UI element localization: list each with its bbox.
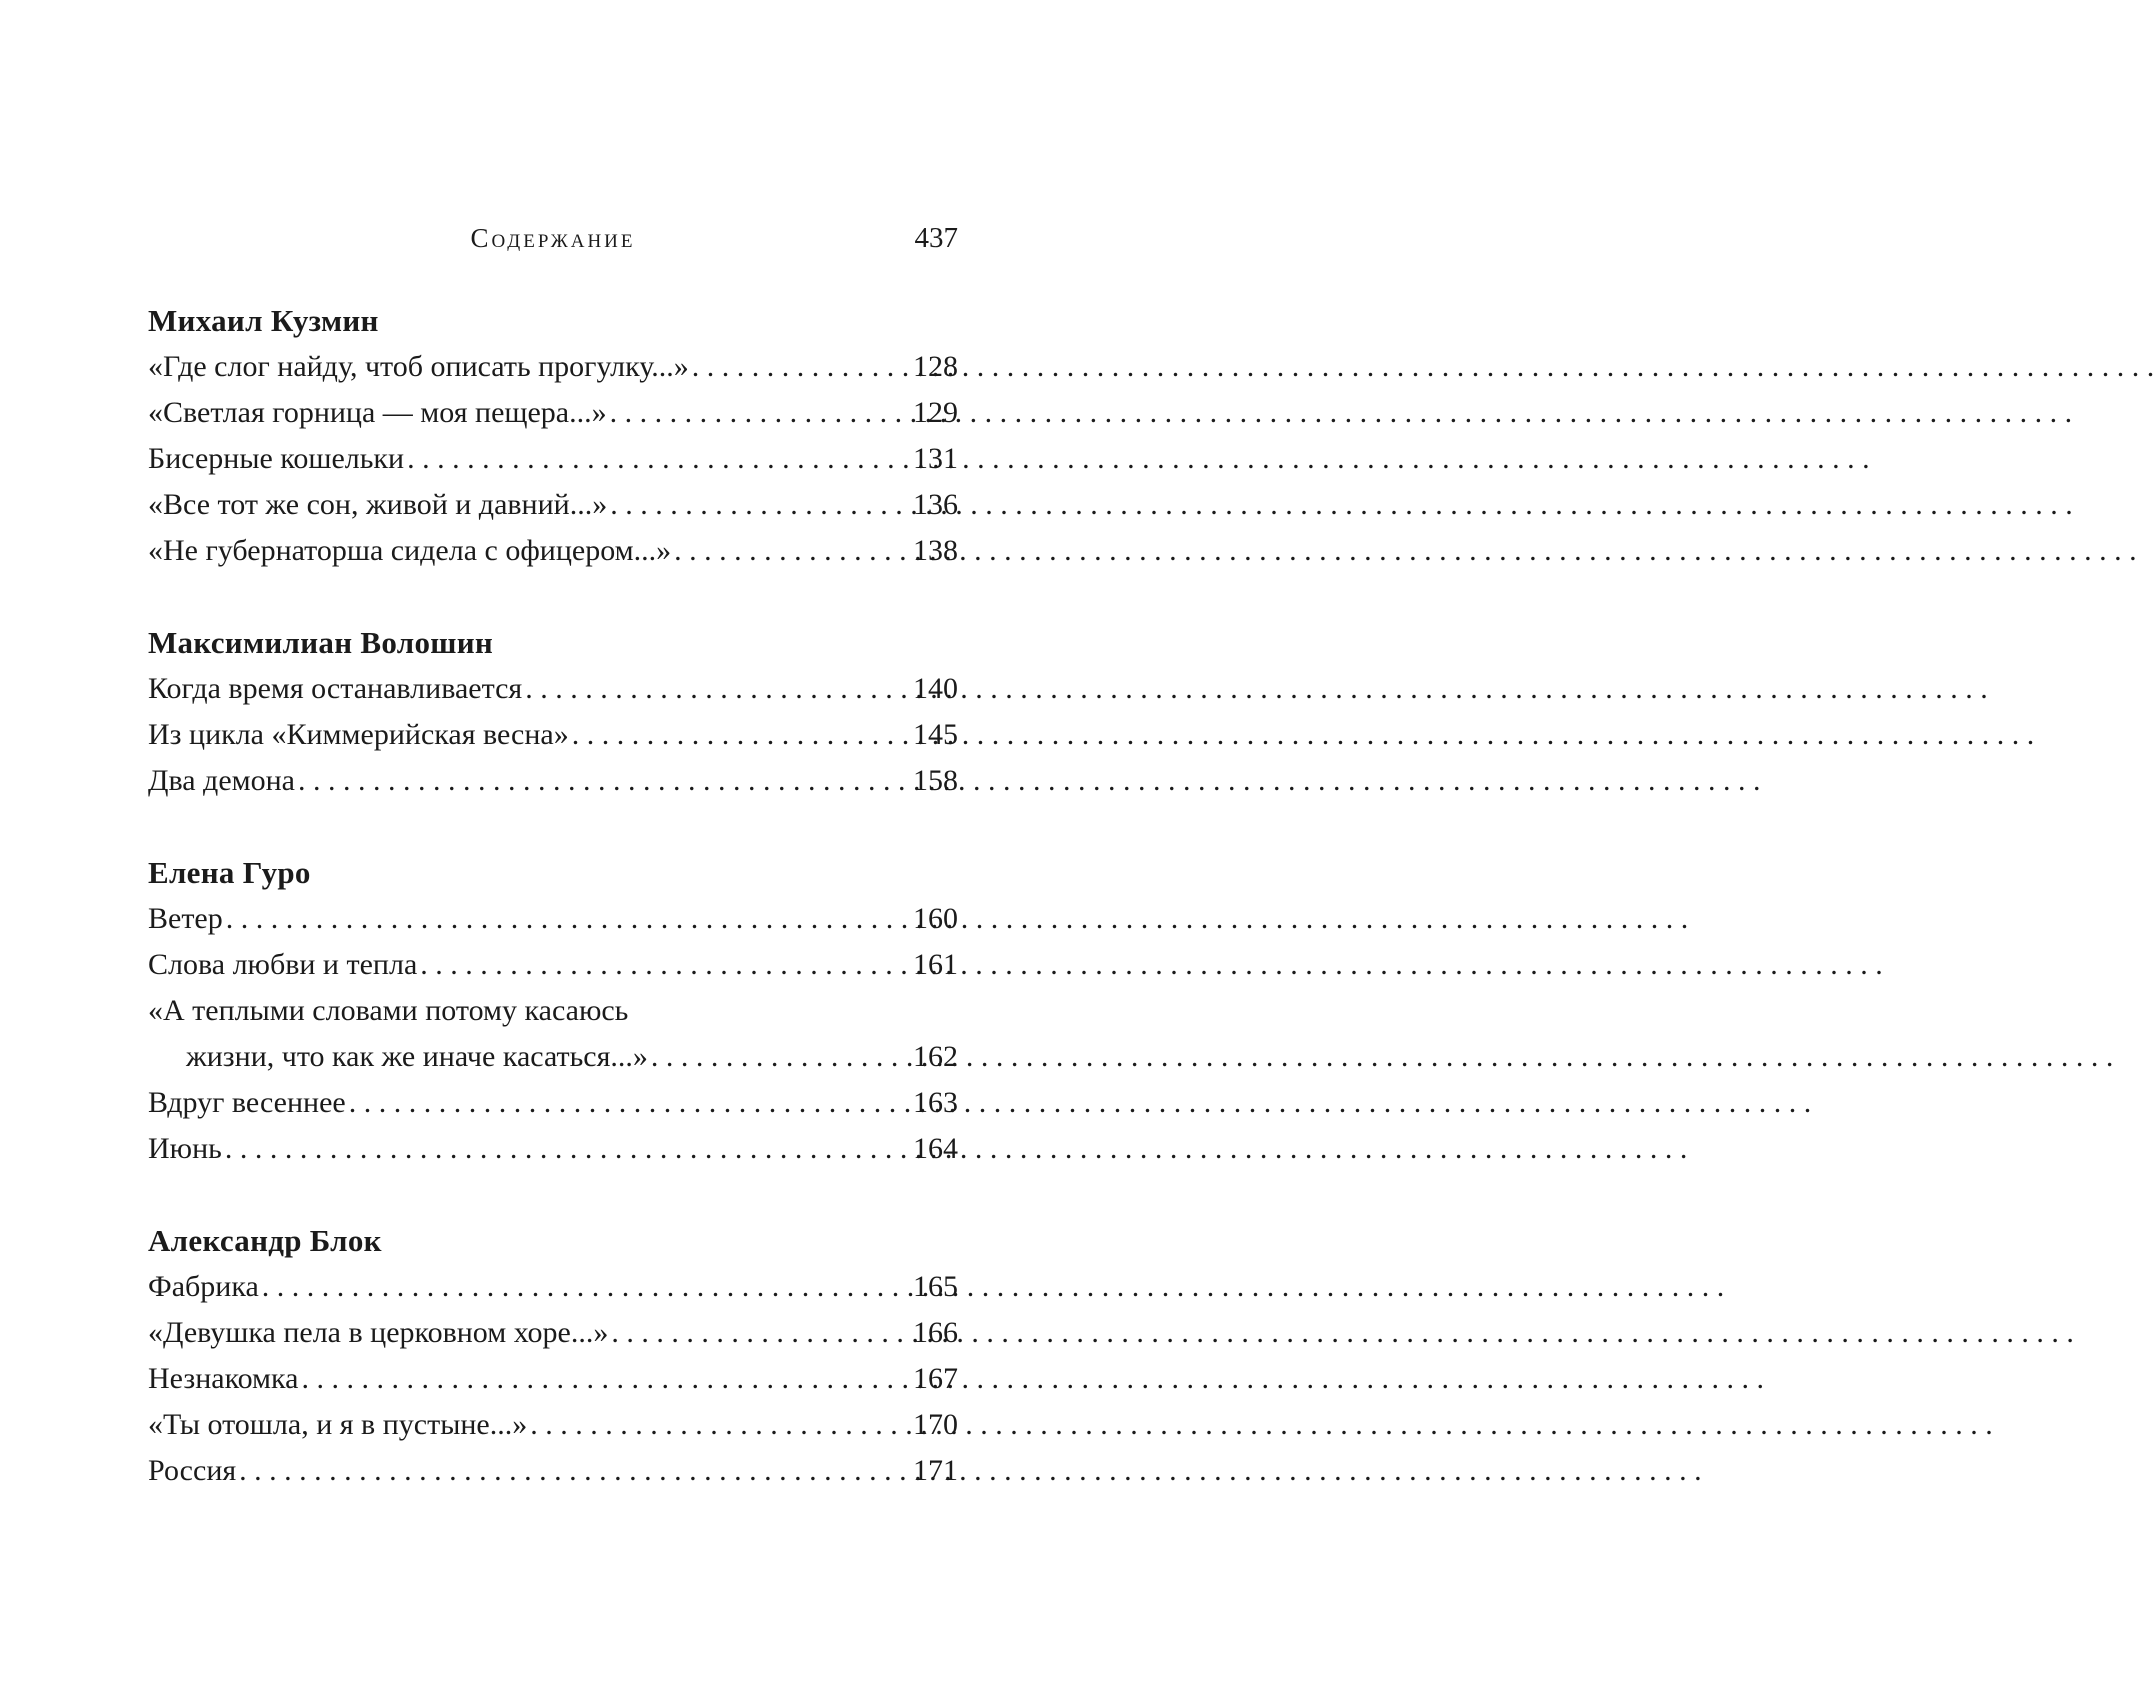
dot-leader [610,390,909,436]
dot-leader [572,712,909,758]
dot-leader [674,528,909,574]
entry-title: «Где слог найду, чтоб описать прогулку...» [148,350,689,383]
entry-page: 145 [913,718,958,751]
entry-title: жизни, что как же иначе касаться...» [186,1040,648,1073]
entry-title: «Светлая горница — моя пещера...» [148,396,607,429]
entry-page: 167 [913,1362,958,1395]
dot-leader [226,896,909,942]
toc-entry[interactable] [148,1126,958,1172]
entry-page: 170 [913,1408,958,1441]
toc-entry[interactable] [148,390,958,436]
entry-page: 171 [913,1454,958,1487]
entry-page: 166 [913,1316,958,1349]
entry-page: 140 [913,672,958,705]
entry-title: Ветер [148,902,223,935]
toc-entry[interactable] [148,528,958,574]
dot-leader [349,1080,909,1126]
entry-page: 164 [913,1132,958,1165]
entry-title: «Все тот же сон, живой и давний...» [148,488,608,521]
toc-entry[interactable] [148,896,958,942]
entry-page: 162 [913,1040,958,1073]
dot-leader [301,1356,909,1402]
entry-page: 136 [913,488,958,521]
entry-page: 128 [913,350,958,383]
entry-title: «Ты отошла, и я в пустыне...» [148,1408,528,1441]
section-author: Михаил Кузмин [148,303,379,338]
toc-entry[interactable] [148,712,958,758]
entry-page: 165 [913,1270,958,1303]
entry-title: Июнь [148,1132,222,1165]
toc-entry[interactable] [148,1402,958,1448]
toc-entry[interactable] [148,666,958,712]
toc-entry[interactable] [148,344,958,390]
dot-leader [611,1310,909,1356]
entry-title: Фабрика [148,1270,259,1303]
entry-page: 158 [913,764,958,797]
dot-leader [525,666,909,712]
page-number: 437 [914,222,958,254]
toc-section-voloshin [148,620,958,804]
toc-entry[interactable] [148,1264,958,1310]
entry-title: Вдруг весеннее [148,1086,346,1119]
entry-page: 129 [913,396,958,429]
entry-title: Бисерные кошельки [148,442,405,475]
entry-title: «Девушка пела в церковном хоре...» [148,1316,609,1349]
entry-title: Незнакомка [148,1362,299,1395]
entry-title: «Не губернаторша сидела с офицером...» [148,534,672,567]
entry-title-line1[interactable]: «А теплыми словами потому касаюсь [148,994,629,1027]
dot-leader [420,942,909,988]
toc-entry[interactable] [148,1448,958,1494]
entry-title: Из цикла «Киммерийская весна» [148,718,569,751]
toc-entry[interactable] [148,482,958,528]
table-of-contents [148,298,958,1494]
entry-page: 161 [913,948,958,981]
dot-leader [298,758,909,804]
section-author: Елена Гуро [148,855,311,890]
dot-leader [239,1448,909,1494]
toc-entry[interactable] [148,1080,958,1126]
section-author: Александр Блок [148,1223,382,1258]
toc-entry[interactable] [148,1356,958,1402]
entry-title: Россия [148,1454,237,1487]
toc-section-kuzmin [148,298,958,574]
dot-leader [225,1126,909,1172]
entry-page: 138 [913,534,958,567]
dot-leader [610,482,909,528]
entry-title: Слова любви и тепла [148,948,418,981]
running-head-title: Содержание [470,223,636,253]
entry-title: Два демона [148,764,295,797]
entry-page: 160 [913,902,958,935]
dot-leader [651,1034,909,1080]
dot-leader [530,1402,909,1448]
dot-leader [692,344,909,390]
entry-page: 131 [913,442,958,475]
entry-page: 163 [913,1086,958,1119]
running-head [148,218,958,258]
dot-leader [262,1264,909,1310]
toc-entry[interactable] [148,758,958,804]
toc-entry[interactable] [148,1310,958,1356]
toc-entry[interactable] [148,1034,958,1080]
toc-section-blok [148,1218,958,1494]
entry-title: Когда время останавливается [148,672,523,705]
toc-section-guro [148,850,958,1172]
dot-leader [407,436,909,482]
toc-entry[interactable] [148,436,958,482]
section-author: Максимилиан Волошин [148,625,494,660]
toc-entry[interactable] [148,942,958,988]
